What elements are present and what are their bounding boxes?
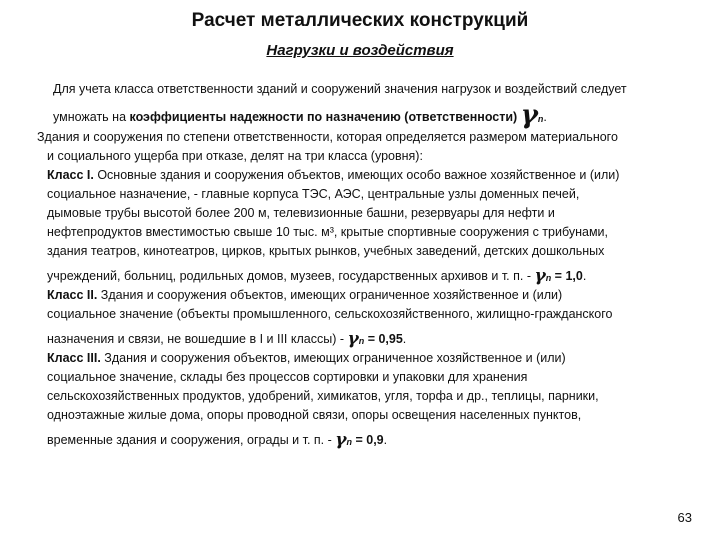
intro-paragraph-2 <box>53 100 547 130</box>
gamma-subscript: n <box>346 437 352 447</box>
class1-line-4: нефтепродуктов вместимостью свыше 10 тыс. м³, крытые спортивные сооружения с трибунами, <box>47 225 609 239</box>
page-subtitle: Нагрузки и воздействия <box>266 42 454 59</box>
gamma-subscript: n <box>358 336 365 346</box>
intro-line-1: Для учета класса ответственности зданий и сооружений значения нагрузок и воздействий следует <box>53 82 627 96</box>
class1-line-6 <box>47 267 619 286</box>
classes-body <box>47 147 619 450</box>
class2-label: Класс II. <box>47 288 98 302</box>
class2-line-1 <box>47 286 619 305</box>
intro-end: . <box>543 110 547 124</box>
class3-text: Здания и сооружения объектов, имеющих ограниченное хозяйственное и (или) <box>100 351 566 365</box>
class2-value: = 0,95 <box>364 332 403 346</box>
class1-label: Класс I. <box>47 168 94 182</box>
gamma-subscript: n <box>545 273 552 283</box>
class1-line-5: здания театров, кинотеатров, цирков, крытых рынков, учебных заведений, детских дошкольных <box>47 244 605 258</box>
class3-label: Класс III. <box>47 351 101 365</box>
classes-paragraph <box>37 128 618 147</box>
class1-line-2: социальное назначение, - главные корпуса ТЭС, АЭС, центральные узлы доменных печей, <box>47 187 580 201</box>
class3-line-1 <box>47 349 619 368</box>
class1-value: = 1,0 <box>551 269 583 283</box>
intro-paragraph <box>53 80 627 99</box>
para-line-1: Здания и сооружения по степени ответственности, которая определяется размером материального <box>37 130 618 144</box>
class1-end: . <box>582 269 587 283</box>
intro-text: умножать на <box>53 110 130 124</box>
class1-text-6: учреждений, больниц, родильных домов, музеев, государственных архивов и т. п. - <box>47 269 535 283</box>
class1-line-1 <box>47 166 619 185</box>
intro-bold-term: коэффициенты надежности по назначению (ответственности) <box>129 110 518 124</box>
class3-line-4: одноэтажные жилые дома, опоры проводной связи, опоры освещения населенных пунктов, <box>47 408 582 422</box>
class1-line-3: дымовые трубы высотой более 200 м, телевизионные башни, резервуары для нефти и <box>47 206 555 220</box>
class2-text-3: назначения и связи, не вошедшие в I и III классы) - <box>47 332 348 346</box>
para-line-2: и социального ущерба при отказе, делят на три класса (уровня): <box>47 149 423 163</box>
class3-text-5: временные здания и сооружения, ограды и т. п. - <box>47 433 336 447</box>
class3-line-3: сельскохозяйственных продуктов, удобрений, химикатов, угля, торфа и др., теплицы, парники, <box>47 389 599 403</box>
class1-text: Основные здания и сооружения объектов, имеющих особо важное хозяйственное и (или) <box>93 168 620 182</box>
page-title: Расчет металлических конструкций <box>191 10 529 31</box>
gamma-symbol: γ <box>347 329 359 349</box>
class2-end: . <box>402 332 407 346</box>
class3-line-2: социальное значение, склады без процессов сортировки и упаковки для хранения <box>47 370 528 384</box>
class2-line-2: социальное значение (объекты промышленного, сельскохозяйственного, жилищно-гражданского <box>47 307 613 321</box>
gamma-symbol: γ <box>335 430 347 450</box>
intro-line-2 <box>53 100 547 130</box>
class2-text: Здания и сооружения объектов, имеющих ограниченное хозяйственное и (или) <box>97 288 563 302</box>
gamma-symbol: γ <box>520 100 538 130</box>
page-number: 63 <box>677 510 692 525</box>
class2-line-3 <box>47 330 619 349</box>
class3-end: . <box>383 433 388 447</box>
class3-line-5 <box>47 431 619 450</box>
gamma-subscript: n <box>537 114 544 124</box>
class3-value: = 0,9 <box>352 433 384 447</box>
gamma-symbol: γ <box>534 266 546 286</box>
